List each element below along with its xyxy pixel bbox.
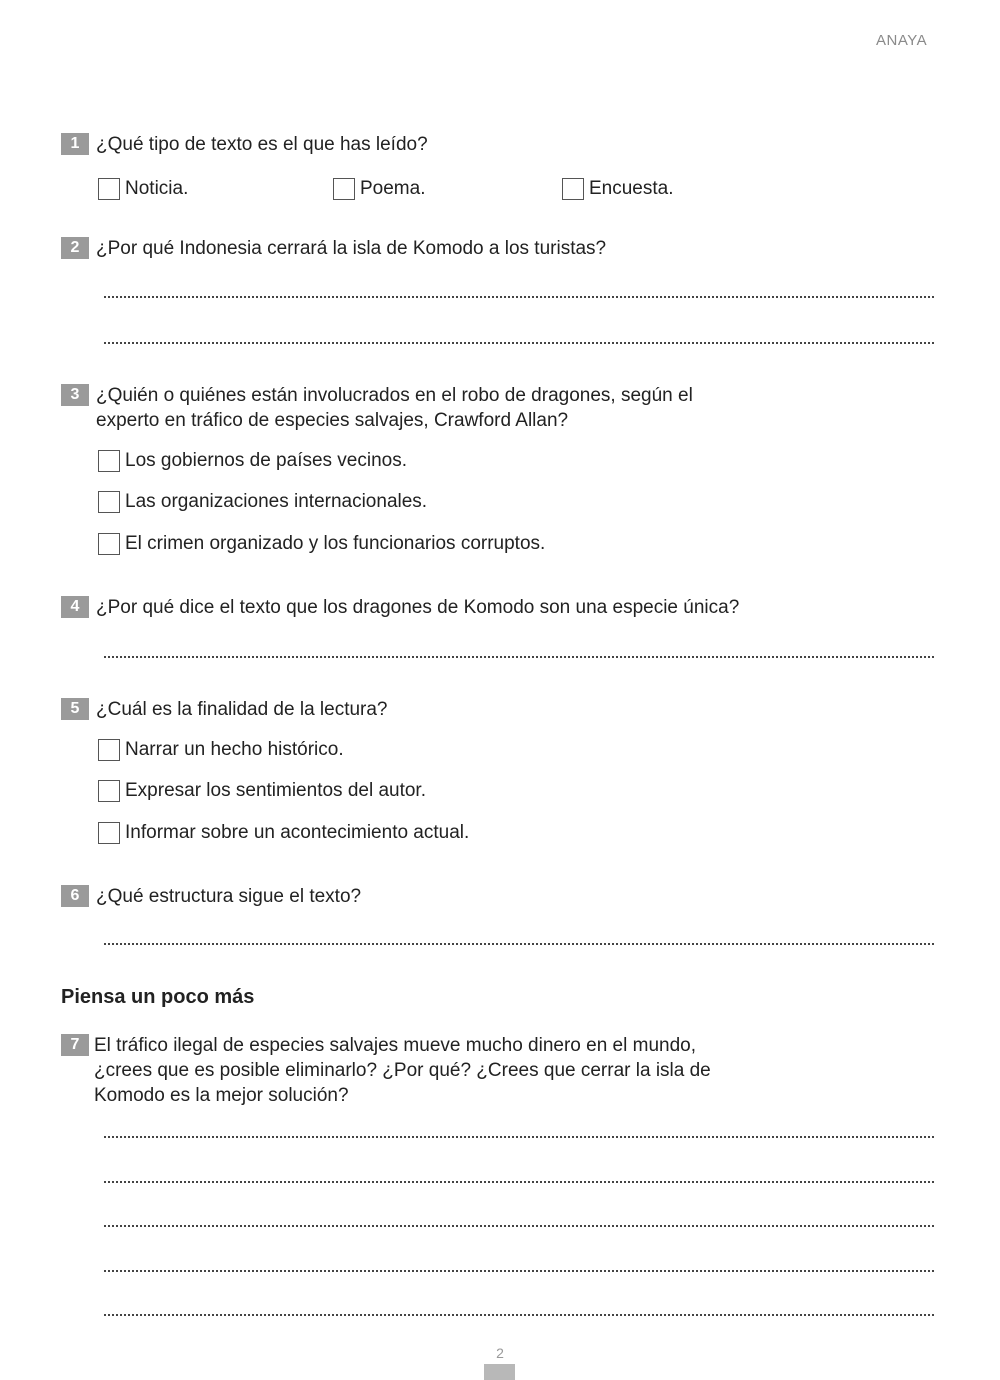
question-3: [61, 383, 941, 433]
question-text-line: El tráfico ilegal de especies salvajes mueve mucho dinero en el mundo,: [94, 1035, 696, 1056]
checkbox[interactable]: [98, 533, 120, 555]
question-number: 1: [61, 133, 89, 155]
option-gobiernos[interactable]: [98, 449, 407, 473]
checkbox[interactable]: [98, 780, 120, 802]
option-label: Los gobiernos de países vecinos.: [125, 450, 408, 471]
question-number: 3: [61, 384, 89, 406]
option-label: Encuesta.: [589, 178, 674, 199]
question-number: 6: [61, 885, 89, 907]
option-label: El crimen organizado y los funcionarios corruptos.: [125, 533, 546, 554]
question-text-line: ¿Quién o quiénes están involucrados en el robo de dragones, según el: [96, 385, 693, 406]
checkbox[interactable]: [98, 822, 120, 844]
answer-line[interactable]: [104, 342, 934, 344]
option-label: Expresar los sentimientos del autor.: [125, 780, 426, 801]
page-number: 2: [496, 1345, 504, 1361]
question-7: [61, 1033, 941, 1108]
answer-line[interactable]: [104, 943, 934, 945]
question-text-line: experto en tráfico de especies salvajes, Crawford Allan?: [96, 410, 569, 431]
question-text: ¿Por qué dice el texto que los dragones de Komodo son una especie única?: [96, 597, 740, 618]
checkbox[interactable]: [98, 739, 120, 761]
option-label: Informar sobre un acontecimiento actual.: [125, 822, 470, 843]
question-number: 7: [61, 1034, 89, 1056]
question-text-line: Komodo es la mejor solución?: [94, 1085, 349, 1106]
option-organizaciones[interactable]: [98, 490, 427, 514]
publisher-logo: ANAYA: [876, 32, 928, 49]
answer-line[interactable]: [104, 1181, 934, 1183]
checkbox[interactable]: [98, 450, 120, 472]
question-6: [61, 884, 941, 909]
page-tab: [484, 1364, 515, 1380]
question-text: ¿Por qué Indonesia cerrará la isla de Komodo a los turistas?: [96, 238, 607, 259]
option-label: Poema.: [360, 178, 426, 199]
checkbox[interactable]: [333, 178, 355, 200]
question-number: 5: [61, 698, 89, 720]
option-informar[interactable]: [98, 821, 469, 845]
question-text-line: ¿crees que es posible eliminarlo? ¿Por qué? ¿Crees que cerrar la isla de: [94, 1060, 711, 1081]
question-number: 2: [61, 237, 89, 259]
option-narrar[interactable]: [98, 738, 344, 762]
question-5: [61, 697, 941, 722]
option-crimen[interactable]: [98, 532, 545, 556]
answer-line[interactable]: [104, 1225, 934, 1227]
answer-line[interactable]: [104, 656, 934, 658]
option-encuesta[interactable]: [562, 177, 674, 201]
question-text: ¿Qué tipo de texto es el que has leído?: [96, 134, 428, 155]
question-4: [61, 595, 941, 620]
option-poema[interactable]: [333, 177, 425, 201]
checkbox[interactable]: [98, 178, 120, 200]
checkbox[interactable]: [98, 491, 120, 513]
option-label: Narrar un hecho histórico.: [125, 739, 344, 760]
option-label: Noticia.: [125, 178, 189, 199]
answer-line[interactable]: [104, 1314, 934, 1316]
answer-line[interactable]: [104, 1136, 934, 1138]
answer-line[interactable]: [104, 296, 934, 298]
option-noticia[interactable]: [98, 177, 188, 201]
question-text: [96, 383, 693, 433]
question-text: ¿Qué estructura sigue el texto?: [96, 886, 362, 907]
section-title: Piensa un poco más: [61, 986, 255, 1008]
checkbox[interactable]: [562, 178, 584, 200]
question-2: [61, 236, 941, 261]
question-number: 4: [61, 596, 89, 618]
question-text: [94, 1033, 711, 1108]
option-expresar[interactable]: [98, 779, 426, 803]
question-1: [61, 132, 941, 157]
answer-line[interactable]: [104, 1270, 934, 1272]
question-text: ¿Cuál es la finalidad de la lectura?: [96, 699, 388, 720]
option-label: Las organizaciones internacionales.: [125, 491, 428, 512]
